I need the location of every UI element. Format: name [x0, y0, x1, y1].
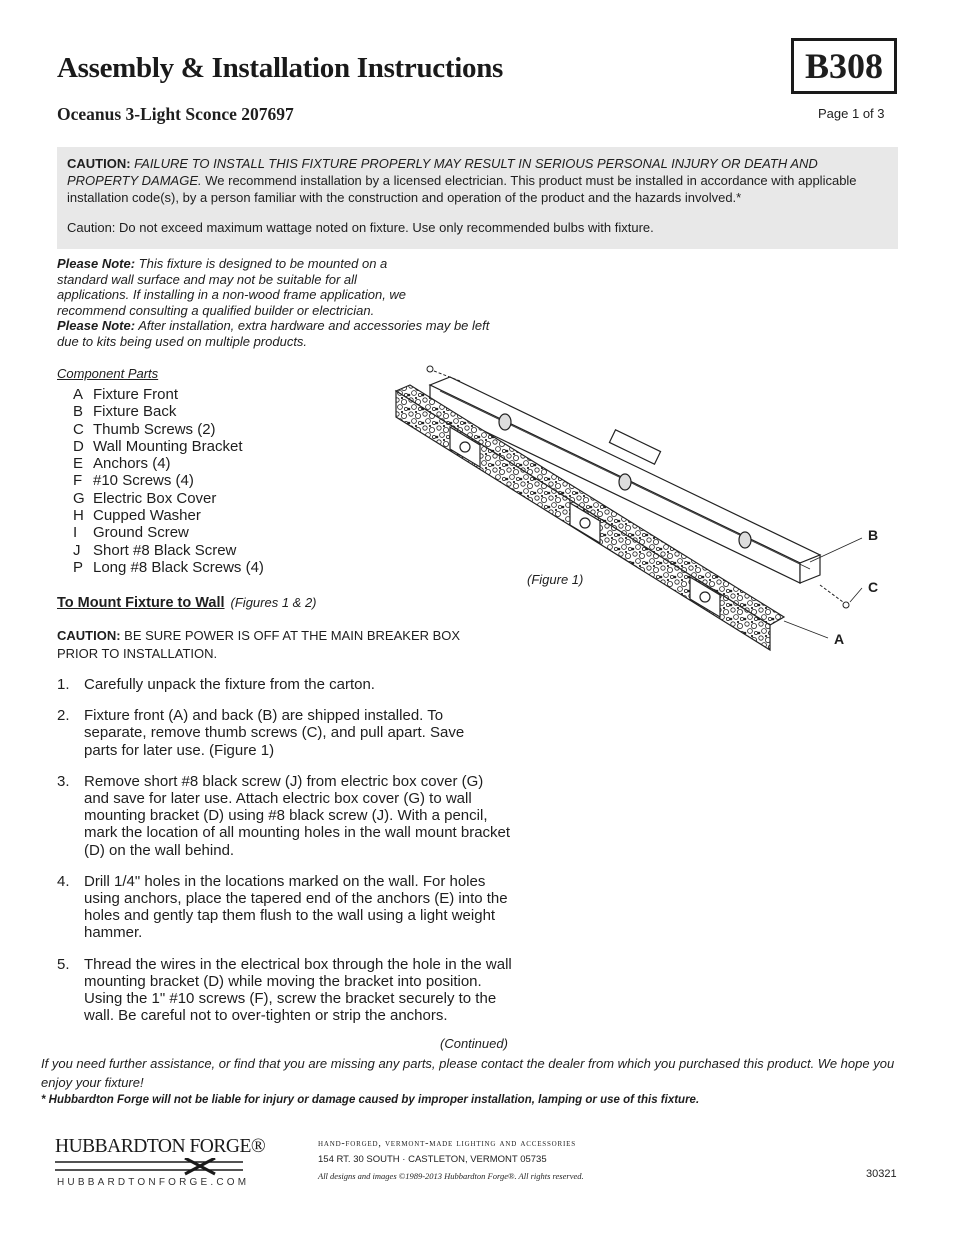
document-title: Assembly & Installation Instructions: [57, 52, 504, 84]
component-name: Ground Screw: [93, 524, 189, 542]
component-name: #10 Screws (4): [93, 472, 194, 490]
component-item: [73, 403, 264, 420]
component-letter: B: [73, 403, 84, 421]
please-note-label: Please Note:: [57, 318, 136, 333]
component-item: [73, 542, 264, 559]
step-number: 1.: [57, 676, 70, 693]
component-item: [73, 386, 264, 403]
step-item: [57, 956, 512, 1025]
component-letter: G: [73, 489, 85, 507]
product-subtitle: Oceanus 3-Light Sconce 207697: [57, 104, 294, 124]
component-item: [73, 421, 264, 438]
please-note-2: [57, 318, 512, 349]
section-heading: [57, 595, 317, 611]
caution-label: CAUTION:: [67, 156, 131, 171]
figure-caption: (Figure 1): [527, 572, 584, 587]
power-caution-text: BE SURE POWER IS OFF AT THE MAIN BREAKER BOX PRIOR TO INSTALLATION.: [57, 628, 461, 661]
step-number: 5.: [57, 955, 70, 973]
figure-1-exploded-diagram: [380, 355, 890, 655]
component-letter: F: [73, 472, 83, 490]
component-item: [73, 559, 264, 576]
component-item: [73, 490, 264, 507]
component-name: Fixture Back: [93, 403, 177, 421]
wattage-note: Caution: Do not exceed maximum wattage noted on fixture. Use only recommended bulbs with fixture.: [67, 220, 654, 235]
please-note-text: After installation, extra hardware and accessories may be left due to kits being used on multiple products.: [57, 318, 490, 349]
step-number: 2.: [57, 707, 70, 725]
section-title: To Mount Fixture to Wall: [57, 595, 225, 611]
please-note-text: This fixture is designed to be mounted on a standard wall surface and may not be suitable for all applications. If installing in a non-wood frame application, we recommend consulting a qualified builder or electrician.: [57, 256, 407, 318]
component-name: Long #8 Black Screws (4): [93, 558, 264, 576]
component-name: Fixture Front: [93, 386, 179, 403]
callout-c: C: [868, 579, 879, 595]
step-text: Carefully unpack the fixture from the carton.: [84, 676, 375, 693]
page-number: Page 1 of 3: [818, 106, 885, 121]
component-letter: A: [73, 386, 84, 403]
power-caution-label: CAUTION:: [57, 628, 121, 643]
figure-reference: (Figures 1 & 2): [230, 595, 317, 610]
component-item: [73, 472, 264, 489]
callout-a: A: [834, 631, 845, 647]
liability-disclaimer: * Hubbardton Forge will not be liable for injury or damage caused by improper installation, lamping or use of this fixture.: [41, 1094, 700, 1106]
document-code-box: B308: [791, 38, 897, 94]
component-item: [73, 524, 264, 541]
component-parts-heading: Component Parts: [57, 366, 159, 381]
component-name: Short #8 Black Screw: [93, 541, 237, 559]
hubbardton-forge-logo: [55, 1136, 265, 1181]
component-list: [73, 386, 264, 576]
component-letter: I: [73, 524, 78, 542]
logo-wordmark: HUBBARDTON FORGE®: [55, 1136, 266, 1157]
component-letter: J: [73, 541, 81, 559]
step-item: [57, 873, 512, 942]
step-text: Fixture front (A) and back (B) are shipped installed. To separate, remove thumb screws (C), and pull apart. Save parts for later use. (Figure 1): [84, 707, 465, 759]
company-address: 154 RT. 30 SOUTH · CASTLETON, VERMONT 05735: [318, 1154, 547, 1165]
caution-box: [57, 147, 898, 249]
step-item: [57, 676, 512, 693]
step-item: [57, 773, 512, 859]
component-item: [73, 438, 264, 455]
caution-warning: FAILURE TO INSTALL THIS FIXTURE PROPERLY MAY RESULT IN SERIOUS PERSONAL INJURY OR DEATH AND PROPERTY DAMAGE.: [67, 156, 818, 188]
component-letter: P: [73, 558, 84, 576]
component-item: [73, 507, 264, 524]
website-url: HUBBARDTONFORGE.COM: [57, 1177, 250, 1188]
company-tagline: hand-forged, vermont-made lighting and accessories: [318, 1138, 576, 1149]
component-letter: H: [73, 507, 84, 525]
document-number: 30321: [866, 1168, 897, 1180]
copyright-notice: All designs and images ©1989-2013 Hubbardton Forge®. All rights reserved.: [318, 1171, 584, 1181]
step-number: 3.: [57, 772, 70, 790]
caution-text: We recommend installation by a licensed electrician. This product must be installed in accordance with applicable installation code(s), by a person familiar with the construction and operation of the product and the hazards involved.*: [67, 173, 857, 205]
component-name: Thumb Screws (2): [93, 420, 216, 438]
please-note-block: [57, 256, 512, 349]
continued-note: (Continued): [440, 1036, 508, 1051]
callout-b: B: [868, 527, 879, 543]
caution-paragraph: [67, 155, 888, 206]
step-text: Thread the wires in the electrical box through the hole in the wall mounting bracket (D) while moving the bracket into position. Using the 1" #10 screws (F), screw the bracket securely to the wall. Be careful not to over-tighten or strip the anchors.: [84, 955, 512, 1025]
component-name: Cupped Washer: [93, 507, 201, 525]
please-note-label: Please Note:: [57, 256, 136, 271]
step-text: Drill 1/4" holes in the locations marked on the wall. For holes using anchors, place the tapered end of the anchors (E) into the holes and gently tap them flush to the wall using a light weight hammer.: [84, 872, 508, 942]
steps-list: [57, 676, 512, 1024]
component-name: Wall Mounting Bracket: [93, 437, 243, 455]
component-name: Anchors (4): [93, 455, 171, 473]
component-letter: E: [73, 455, 84, 473]
assistance-note: If you need further assistance, or find that you are missing any parts, please contact the dealer from which you purchased this product. We hope you enjoy your fixture!: [41, 1056, 895, 1090]
logo-crossed-bars-icon: [55, 1158, 243, 1176]
please-note-1: [57, 256, 422, 318]
component-item: [73, 455, 264, 472]
power-caution: [57, 627, 497, 663]
step-number: 4.: [57, 872, 70, 890]
component-letter: D: [73, 437, 84, 455]
step-text: Remove short #8 black screw (J) from electric box cover (G) and save for later use. Attach electric box cover (G) to wall mounting bracket (D) using #8 black screw (J). With a pencil, mark the location of all mounting holes in the wall mount bracket (D) on the wall behind.: [84, 772, 511, 859]
component-name: Electric Box Cover: [93, 489, 217, 507]
component-letter: C: [73, 420, 84, 438]
step-item: [57, 707, 497, 759]
